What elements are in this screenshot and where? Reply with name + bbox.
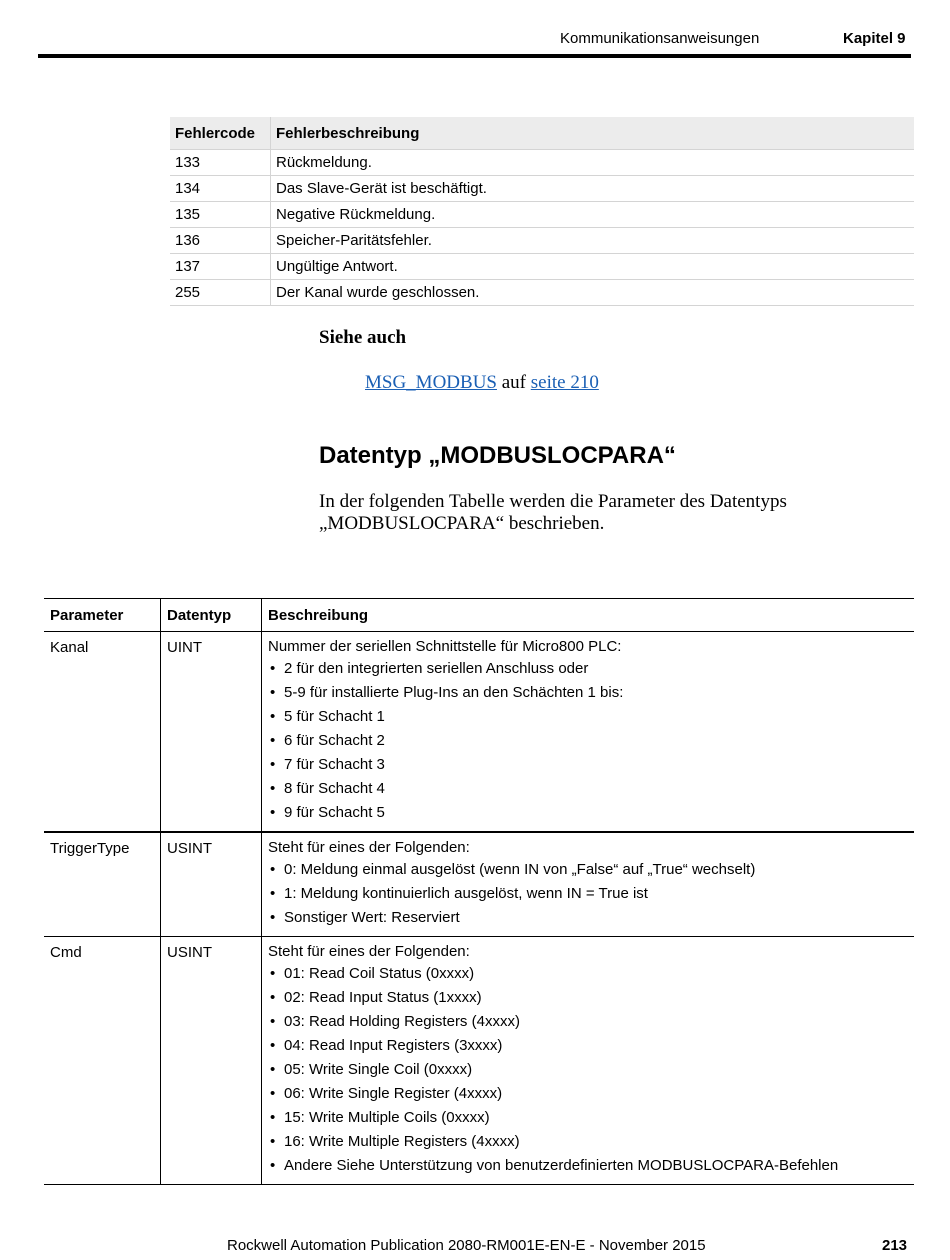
page-reference-link[interactable]: seite 210 bbox=[530, 372, 599, 393]
list-item: • 5-9 für installierte Plug-Ins an den Schächten 1 bis: bbox=[268, 681, 908, 705]
list-item: • 0: Meldung einmal ausgelöst (wenn IN von „False“ auf „True“ wechselt) bbox=[268, 858, 908, 882]
column-header: Datentyp bbox=[161, 599, 262, 632]
error-code-table bbox=[170, 117, 914, 306]
data-type-cell: USINT bbox=[161, 832, 262, 937]
list-item: • 03: Read Holding Registers (4xxxx) bbox=[268, 1010, 908, 1034]
list-item: • 2 für den integrierten seriellen Anschluss oder bbox=[268, 657, 908, 681]
list-item: • 7 für Schacht 3 bbox=[268, 753, 908, 777]
error-description-cell: Negative Rückmeldung. bbox=[271, 202, 915, 228]
error-code-cell: 134 bbox=[170, 176, 271, 202]
list-item: • 01: Read Coil Status (0xxxx) bbox=[268, 962, 908, 986]
list-item: • 05: Write Single Coil (0xxxx) bbox=[268, 1058, 908, 1082]
table-row bbox=[170, 176, 914, 202]
table-row bbox=[170, 150, 914, 176]
description-intro: Steht für eines der Folgenden: bbox=[268, 943, 470, 960]
error-code-cell: 136 bbox=[170, 228, 271, 254]
description-intro: Nummer der seriellen Schnittstelle für Micro800 PLC: bbox=[268, 638, 622, 655]
table-row bbox=[44, 832, 914, 937]
data-type-cell: UINT bbox=[161, 632, 262, 833]
msg-modbus-link[interactable]: MSG_MODBUS bbox=[365, 372, 497, 393]
list-item: • 6 für Schacht 2 bbox=[268, 729, 908, 753]
see-also-connector: auf bbox=[496, 372, 531, 393]
error-description-cell: Speicher-Paritätsfehler. bbox=[271, 228, 915, 254]
parameter-name-cell: TriggerType bbox=[44, 832, 161, 937]
running-header-section: Kommunikationsanweisungen bbox=[560, 30, 760, 47]
error-code-cell: 255 bbox=[170, 280, 271, 306]
table-header-row bbox=[170, 117, 914, 150]
table-row bbox=[170, 280, 914, 306]
error-description-cell: Der Kanal wurde geschlossen. bbox=[271, 280, 915, 306]
description-intro: Steht für eines der Folgenden: bbox=[268, 839, 470, 856]
table-header-row bbox=[44, 599, 914, 632]
description-cell bbox=[262, 832, 915, 937]
table-row bbox=[44, 632, 914, 833]
footer-publication: Rockwell Automation Publication 2080-RM001E-EN-E - November 2015 bbox=[227, 1237, 706, 1254]
error-code-cell: 137 bbox=[170, 254, 271, 280]
data-type-cell: USINT bbox=[161, 937, 262, 1185]
parameter-table bbox=[44, 598, 914, 1185]
column-header: Beschreibung bbox=[262, 599, 915, 632]
description-cell bbox=[262, 632, 915, 833]
see-also-line bbox=[365, 372, 599, 394]
header-rule bbox=[38, 54, 911, 58]
error-description-cell: Ungültige Antwort. bbox=[271, 254, 915, 280]
column-header: Fehlerbeschreibung bbox=[271, 117, 915, 150]
bullet-list bbox=[268, 962, 908, 1178]
error-code-cell: 133 bbox=[170, 150, 271, 176]
list-item: • 04: Read Input Registers (3xxxx) bbox=[268, 1034, 908, 1058]
list-item: • 16: Write Multiple Registers (4xxxx) bbox=[268, 1130, 908, 1154]
error-description-cell: Rückmeldung. bbox=[271, 150, 915, 176]
list-item: • 1: Meldung kontinuierlich ausgelöst, wenn IN = True ist bbox=[268, 882, 908, 906]
bullet-list bbox=[268, 657, 908, 825]
list-item: • Sonstiger Wert: Reserviert bbox=[268, 906, 908, 930]
column-header: Fehlercode bbox=[170, 117, 271, 150]
table-row bbox=[170, 228, 914, 254]
running-header-chapter: Kapitel 9 bbox=[843, 30, 906, 47]
parameter-name-cell: Cmd bbox=[44, 937, 161, 1185]
list-item: • 06: Write Single Register (4xxxx) bbox=[268, 1082, 908, 1106]
section-intro: In der folgenden Tabelle werden die Parameter des Datentyps „MODBUSLOCPARA“ beschrieben. bbox=[319, 491, 787, 534]
list-item: • 5 für Schacht 1 bbox=[268, 705, 908, 729]
description-cell bbox=[262, 937, 915, 1185]
list-item: • 15: Write Multiple Coils (0xxxx) bbox=[268, 1106, 908, 1130]
table-row bbox=[44, 937, 914, 1185]
list-item: • 02: Read Input Status (1xxxx) bbox=[268, 986, 908, 1010]
list-item: • 9 für Schacht 5 bbox=[268, 801, 908, 825]
bullet-list bbox=[268, 858, 908, 930]
column-header: Parameter bbox=[44, 599, 161, 632]
parameter-name-cell: Kanal bbox=[44, 632, 161, 833]
page-number: 213 bbox=[882, 1237, 908, 1254]
see-also-heading: Siehe auch bbox=[319, 327, 407, 348]
table-row bbox=[170, 202, 914, 228]
table-row bbox=[170, 254, 914, 280]
list-item: • 8 für Schacht 4 bbox=[268, 777, 908, 801]
error-description-cell: Das Slave-Gerät ist beschäftigt. bbox=[271, 176, 915, 202]
list-item: • Andere Siehe Unterstützung von benutzerdefinierten MODBUSLOCPARA-Befehlen bbox=[268, 1154, 908, 1178]
section-title: Datentyp „MODBUSLOCPARA“ bbox=[319, 442, 676, 469]
error-code-cell: 135 bbox=[170, 202, 271, 228]
